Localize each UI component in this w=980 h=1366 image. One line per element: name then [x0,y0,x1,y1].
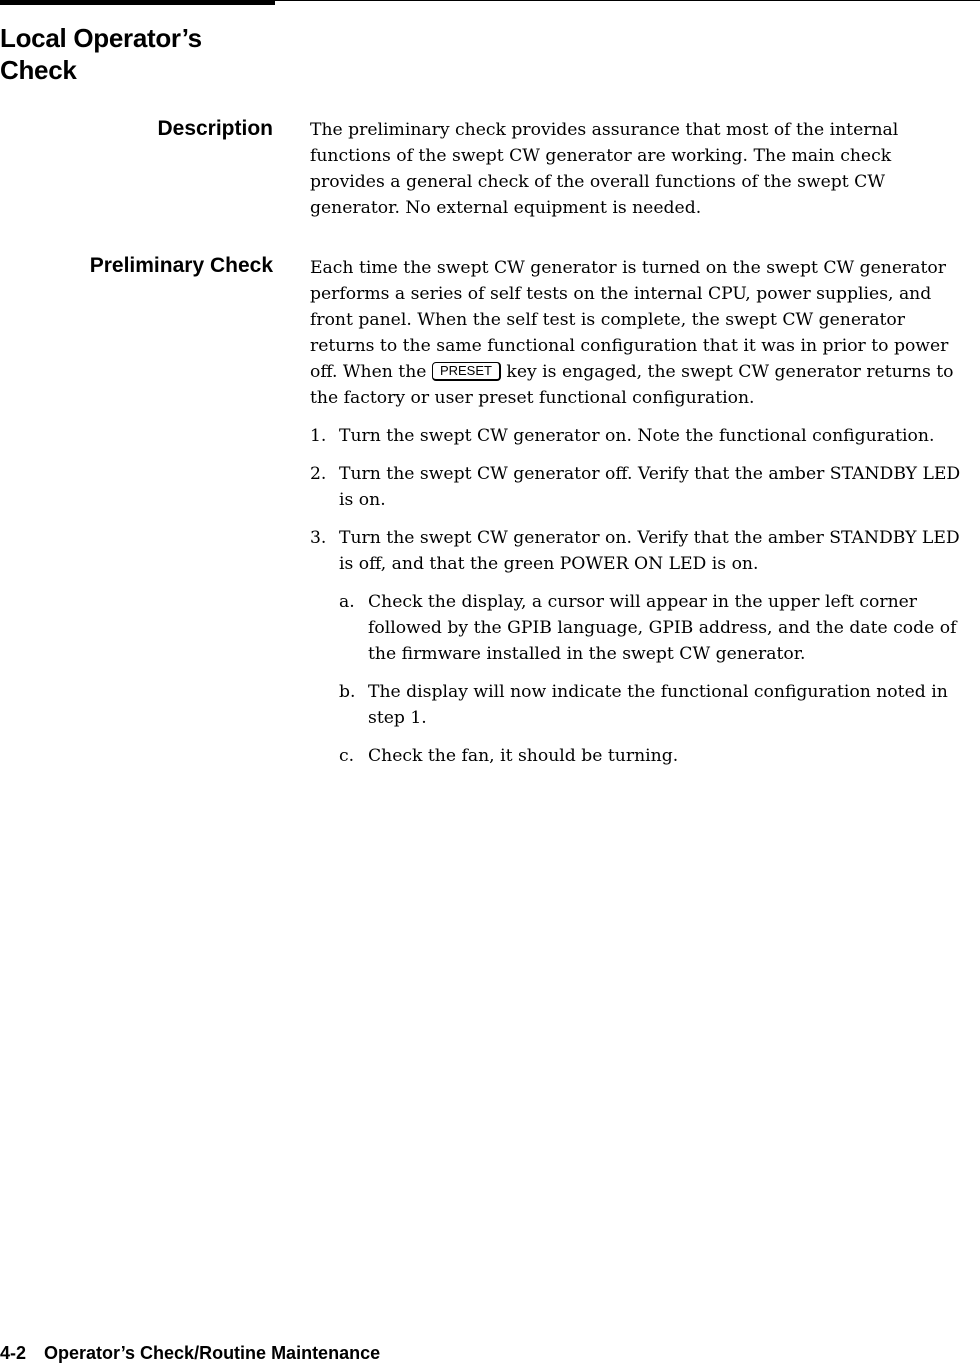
running-title: Operator’s Check/Routine Maintenance [44,1343,381,1363]
step-number: 3. [310,528,327,548]
list-item [310,525,970,577]
steps-list [310,423,970,577]
description-heading: Description [157,117,273,140]
substep-letter: a. [339,592,355,612]
substep-text: Check the fan, it should be turning. [368,746,679,766]
substeps-list [310,589,970,769]
preliminary-intro [310,255,970,411]
chapter-title-line-1: Local Operator’s [0,23,202,53]
description-section [310,117,970,221]
substep-letter: b. [339,682,356,702]
list-item [310,679,970,731]
list-item [310,743,970,769]
description-text: The preliminary check provides assurance that most of the internal functions of the swept CW generator are working. The main check provides a general check of the overall functions of the swept CW generator. No external equipment is needed. [310,120,899,218]
preliminary-check-section [310,255,970,769]
chapter-title [0,22,300,86]
chapter-title-line-2: Check [0,55,77,85]
step-number: 1. [310,426,327,446]
list-item [310,589,970,667]
page-footer [0,1343,380,1364]
substep-letter: c. [339,746,355,766]
step-text: Turn the swept CW generator off. Verify that the amber STANDBY LED is on. [339,464,961,510]
intro-text-before-key: Each time the swept CW generator is turned on the swept CW generator performs a series of self tests on the internal CPU, power supplies, and front panel. When the self test is complete, the swept CW generator returns to the same functional configuration that it was in prior to power off. When the [310,258,949,382]
preliminary-check-heading: Preliminary Check [89,254,273,277]
intro-text-after-key: key is engaged, the swept CW generator returns to the factory or user preset functional configuration. [310,362,954,408]
step-text: Turn the swept CW generator on. Verify that the amber STANDBY LED is off, and that the green POWER ON LED is on. [339,528,960,574]
step-text: Turn the swept CW generator on. Note the functional configuration. [339,426,935,446]
list-item [310,461,970,513]
page-number: 4-2 [0,1343,27,1363]
substep-text: The display will now indicate the functional configuration noted in step 1. [368,682,948,728]
header-rule-thin [275,0,980,1]
header-rule-thick [0,0,275,5]
preset-key: PRESET [432,362,501,381]
substep-text: Check the display, a cursor will appear in the upper left corner followed by the GPIB language, GPIB address, and the date code of the firmware installed in the swept CW generator. [368,592,957,664]
step-number: 2. [310,464,327,484]
list-item [310,423,970,449]
